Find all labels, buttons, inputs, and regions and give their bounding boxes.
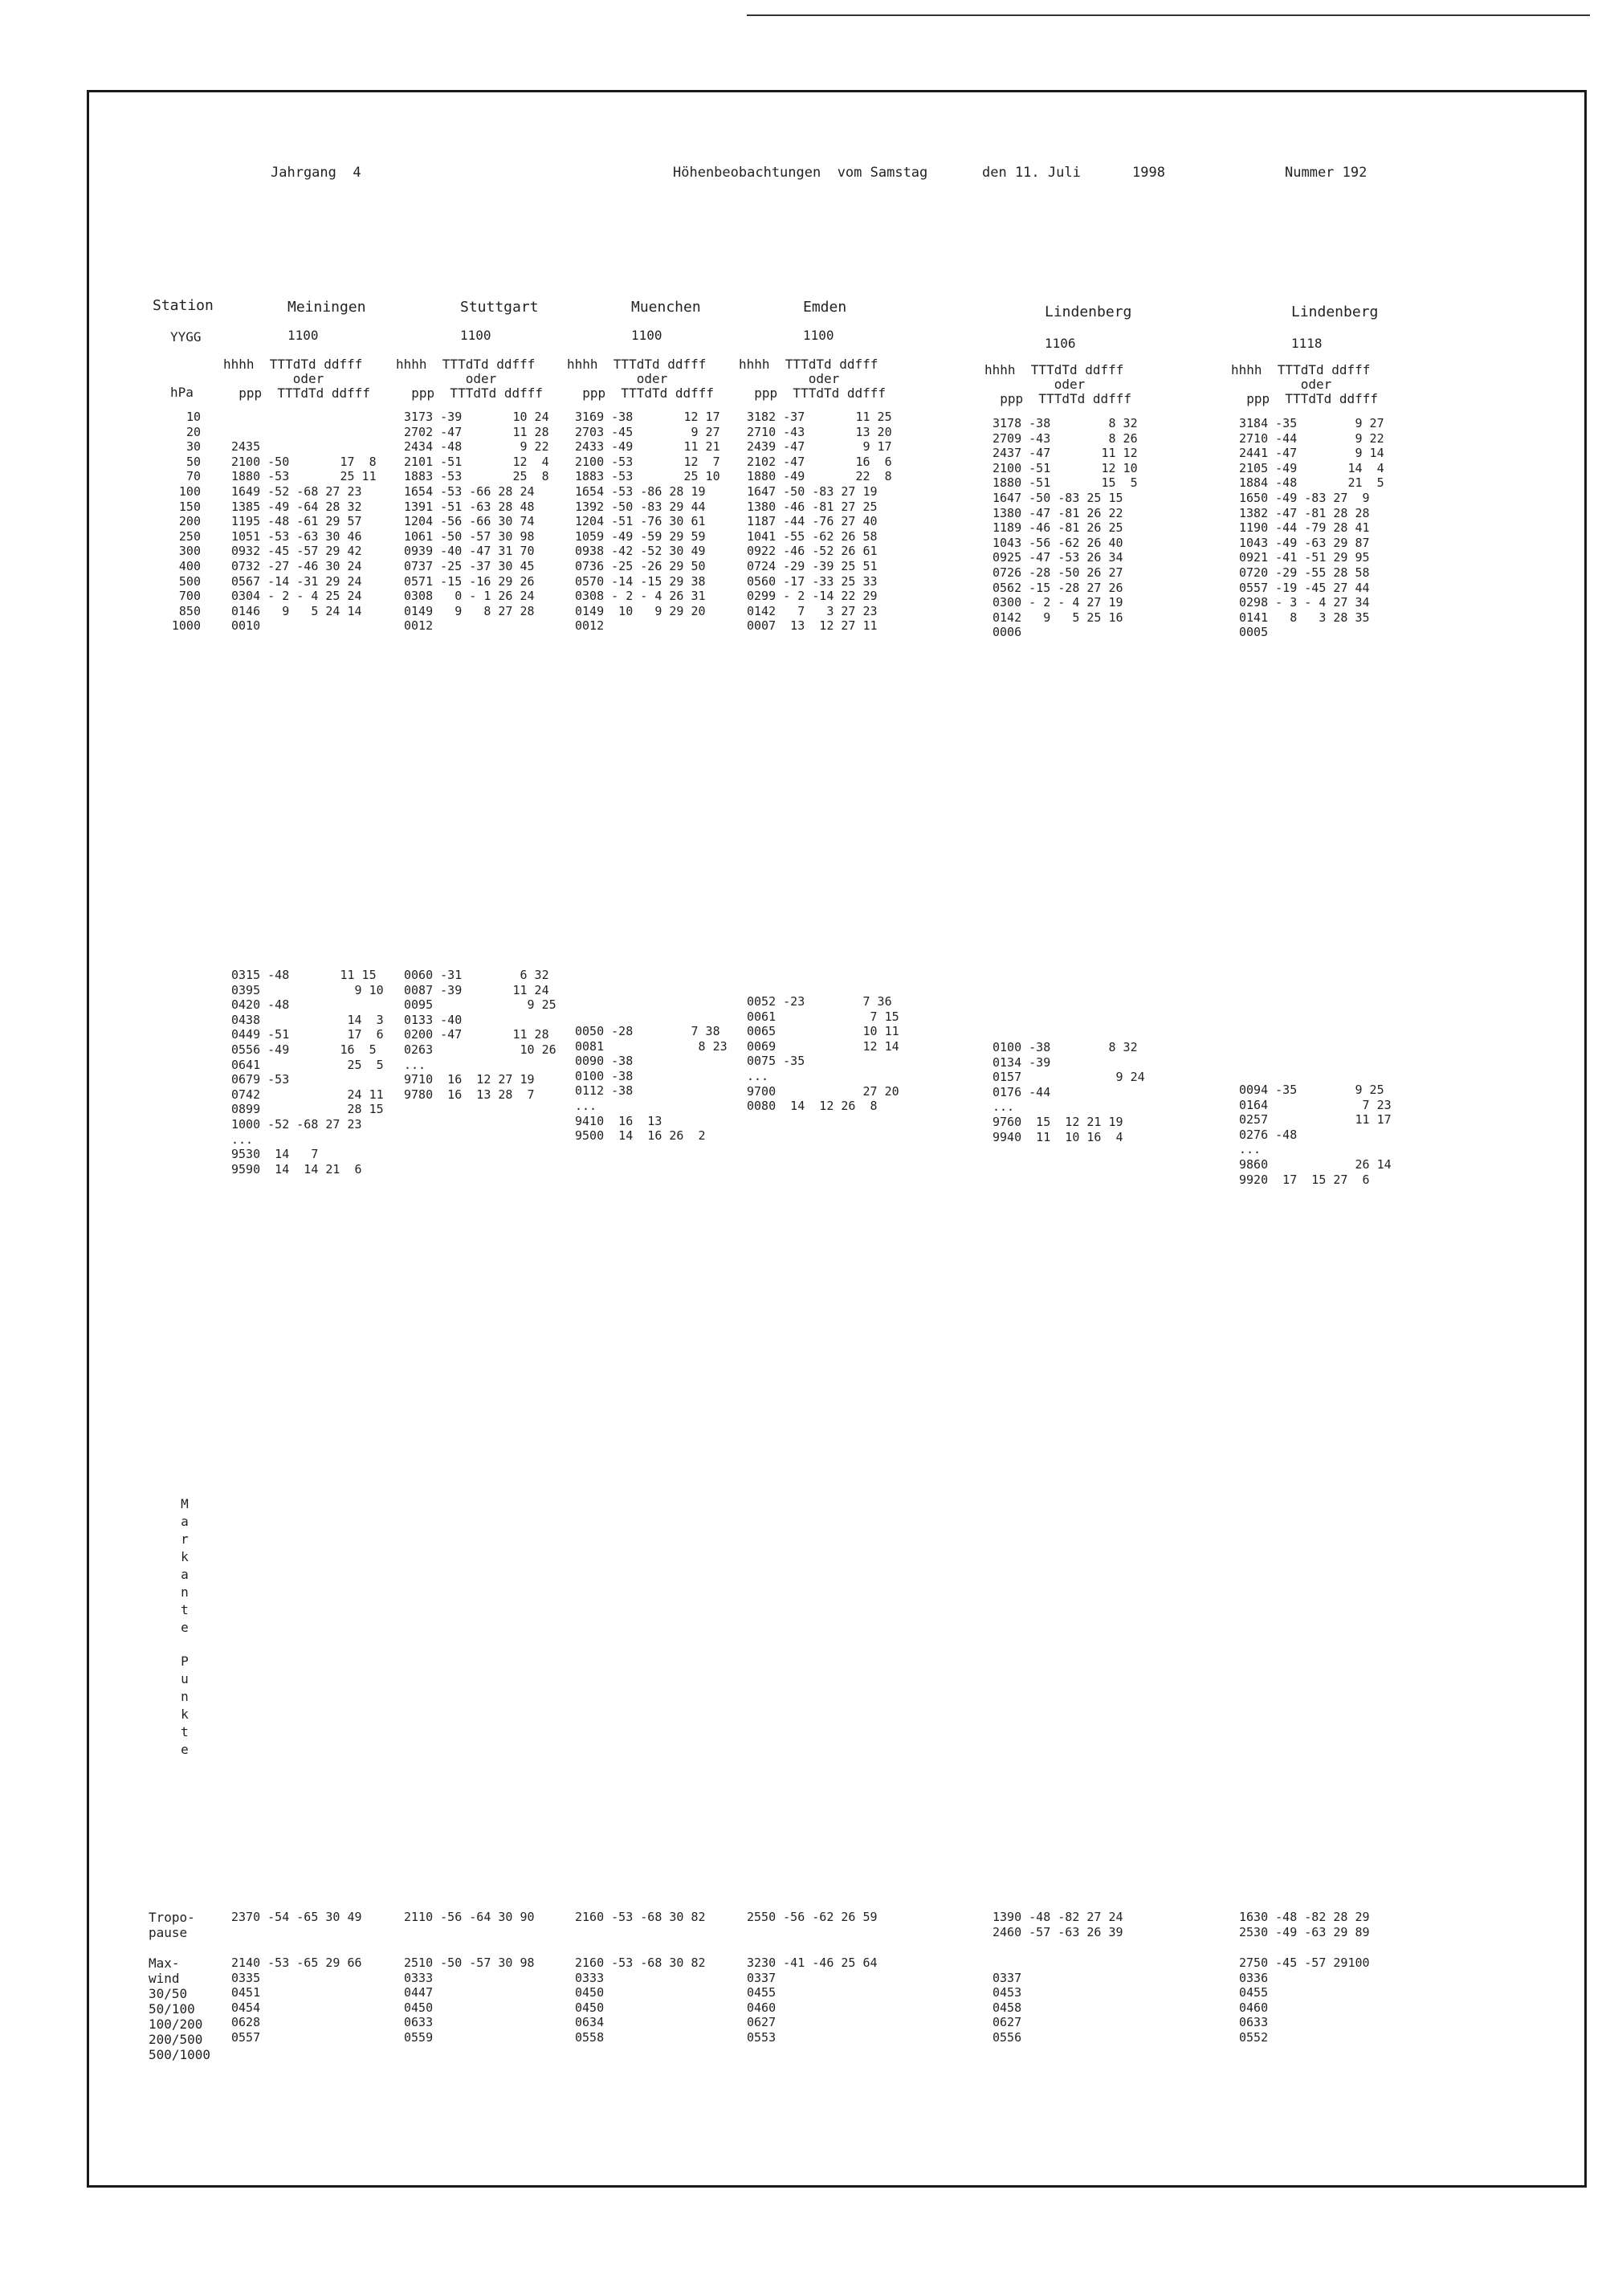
table-row [231,410,377,425]
pressure-level: 100 [178,483,201,499]
vertical-letter: n [181,1689,189,1704]
significant-levels [1239,1083,1392,1187]
table-row: 0453 [993,1985,1022,2000]
column-header-line: ppp TTTdTd ddfff [223,385,371,401]
table-row: 1880 -53 25 11 [231,469,377,484]
table-row: 2100 -53 12 7 [575,454,720,469]
table-row: 0142 9 5 25 16 [993,610,1123,625]
maxwind-values [404,1955,535,2045]
table-row: 0100 -38 [575,1068,634,1083]
table-row: 1385 -49 -64 28 32 [231,499,362,514]
table-row: 1043 -56 -62 26 40 [993,535,1123,550]
table-row: 2105 -49 14 4 [1239,460,1384,475]
table-row: 0095 9 25 [404,997,556,1013]
table-row: 0552 [1239,2029,1269,2045]
table-row: 0559 [404,2029,434,2045]
table-row: 1654 -53 -86 28 19 [575,483,706,499]
table-row: 0012 [575,618,605,634]
table-row: 9760 15 12 21 19 [993,1114,1123,1129]
table-row: 0333 [575,1970,605,1985]
station-name: Lindenberg [1045,304,1132,320]
significant-levels [747,994,899,1114]
table-row: 0052 -23 7 36 [747,994,892,1009]
table-row: 1654 -53 -66 28 24 [404,483,535,499]
punkte-label [177,1653,193,1759]
table-row: 0458 [993,2000,1022,2015]
table-row: 0065 10 11 [747,1024,899,1039]
table-row: 0641 25 5 [231,1057,384,1072]
maxwind-values [575,1955,706,2045]
table-row: 0141 8 3 28 35 [1239,610,1370,625]
table-row: ... [404,1057,426,1072]
table-row: 0720 -29 -55 28 58 [1239,565,1370,580]
significant-levels [404,968,556,1102]
table-row: 0304 - 2 - 4 25 24 [231,589,362,604]
station-yygg: 1118 [1291,336,1323,351]
table-row: 2101 -51 12 4 [404,454,549,469]
station-name: Emden [803,299,847,316]
table-row: 0557 -19 -45 27 44 [1239,580,1370,595]
vertical-letter: P [181,1654,189,1669]
pressure-level: 30 [185,439,201,455]
vertical-letter: M [181,1496,189,1511]
table-row: 0308 0 - 1 26 24 [404,589,535,604]
table-row: 0460 [747,2000,777,2015]
table-row: 9710 16 12 27 19 [404,1072,535,1087]
vertical-letter: r [181,1531,189,1547]
tropopause-value: 1630 -48 -82 28 29 2530 -49 -63 29 89 [1239,1910,1370,1939]
table-row: 0627 [993,2015,1022,2030]
table-row: 2434 -48 9 22 [404,439,549,455]
column-header-line: hhhh TTTdTd ddfff [984,362,1124,377]
table-row: ... [575,1098,597,1113]
table-row: 2702 -47 11 28 [404,424,549,439]
table-row: 0112 -38 [575,1083,634,1099]
table-row: 0558 [575,2029,605,2045]
tropopause-value: 2110 -56 -64 30 90 [404,1910,535,1924]
significant-levels [575,1024,728,1144]
column-header-line: hhhh TTTdTd ddfff [396,357,536,372]
pressure-levels [161,410,201,634]
document-title: Höhenbeobachtungen vom Samstag [673,165,928,181]
table-row: 0300 - 2 - 4 27 19 [993,595,1123,610]
pressure-level: 150 [178,499,201,514]
vertical-letter: t [181,1724,189,1739]
table-row: 0142 7 3 27 23 [747,603,878,618]
table-row: 3230 -41 -46 25 64 [747,1955,878,1970]
pressure-level: 400 [178,558,201,573]
table-row: 0006 [993,625,1022,640]
vertical-letter: k [181,1549,189,1564]
standard-levels [231,410,377,634]
table-row: 2140 -53 -65 29 66 [231,1955,362,1970]
station-yygg: 1100 [803,328,834,343]
table-row: 0932 -45 -57 29 42 [231,544,362,559]
vertical-letter: t [181,1602,189,1617]
table-row: 3184 -35 9 27 [1239,416,1384,430]
table-row: 0276 -48 [1239,1127,1298,1142]
table-row: 0200 -47 11 28 [404,1027,549,1042]
maxwind-label: Max- wind 30/50 50/100 100/200 200/500 500/1000 [149,1955,211,2062]
pressure-level: 10 [185,410,201,424]
column-header-line: oder [1231,377,1332,392]
yygg-label: YYGG [170,329,202,345]
table-row: 0012 [404,618,434,634]
pressure-level: 300 [178,544,201,559]
table-row: 2709 -43 8 26 [993,430,1138,446]
pressure-level: 700 [178,589,201,604]
table-row: 0553 [747,2029,777,2045]
column-header-line: hhhh TTTdTd ddfff [567,357,707,372]
table-row: 3173 -39 10 24 [404,410,549,424]
standard-levels [993,416,1138,640]
table-row: 2160 -53 -68 30 82 [575,1955,706,1970]
significant-levels [993,1040,1145,1144]
table-row: 0450 [404,2000,434,2015]
vertical-letter: e [181,1742,189,1757]
maxwind-values [747,1955,878,2045]
table-row: 0157 9 24 [993,1070,1145,1085]
column-header [1231,363,1378,406]
vertical-letter: k [181,1707,189,1722]
issue-number: Nummer 192 [1285,165,1368,181]
table-row: 0938 -42 -52 30 49 [575,544,706,559]
top-rule [747,14,1590,16]
table-row: 3169 -38 12 17 [575,410,720,424]
station-label: Station [153,297,214,314]
table-row: 2102 -47 16 6 [747,454,892,469]
date: den 11. Juli [982,165,1081,181]
standard-levels [575,410,720,634]
table-row: 1649 -52 -68 27 23 [231,483,362,499]
table-row: ... [1239,1142,1262,1157]
table-row: 0080 14 12 26 8 [747,1099,878,1114]
column-header [396,357,543,401]
table-row: 0737 -25 -37 30 45 [404,558,535,573]
table-row: 9500 14 16 26 2 [575,1128,706,1144]
table-row: 0087 -39 11 24 [404,982,549,997]
table-row: 0315 -48 11 15 [231,968,377,982]
table-row: 0298 - 3 - 4 27 34 [1239,595,1370,610]
table-row: 0724 -29 -39 25 51 [747,558,878,573]
column-header-line: oder [984,377,1086,392]
table-row: 0921 -41 -51 29 95 [1239,550,1370,565]
tropopause-value: 2550 -56 -62 26 59 [747,1910,878,1924]
hpa-label: hPa [170,385,194,400]
table-row: 0742 24 11 [231,1087,384,1102]
table-row: 1190 -44 -79 28 41 [1239,520,1370,536]
table-row: 1382 -47 -81 28 28 [1239,505,1370,520]
column-header-line: ppp TTTdTd ddfff [984,391,1132,406]
table-row: 0627 [747,2015,777,2030]
column-header-line: hhhh TTTdTd ddfff [223,357,363,372]
column-header [984,363,1131,406]
table-row: 0100 -38 8 32 [993,1040,1138,1054]
table-row: 0449 -51 17 6 [231,1027,384,1042]
maxwind-values [231,1955,362,2045]
table-row: 9590 14 14 21 6 [231,1161,362,1177]
maxwind-values [1239,1955,1370,2045]
table-row: 0094 -35 9 25 [1239,1083,1384,1097]
table-row: 9530 14 7 [231,1147,319,1162]
vertical-letter: u [181,1671,189,1686]
table-row: 1880 -49 22 8 [747,469,892,484]
table-row: 9920 17 15 27 6 [1239,1172,1370,1187]
table-row: 0454 [231,2000,261,2015]
table-row: 0633 [1239,2015,1269,2030]
table-row: 0447 [404,1985,434,2000]
table-row: 0146 9 5 24 14 [231,603,362,618]
table-row: 2441 -47 9 14 [1239,446,1384,461]
table-row: 0732 -27 -46 30 24 [231,558,362,573]
table-row: 0081 8 23 [575,1038,728,1054]
table-row: 3178 -38 8 32 [993,416,1138,430]
table-row: 0395 9 10 [231,982,384,997]
table-row: 2703 -45 9 27 [575,424,720,439]
pressure-level: 850 [178,603,201,618]
table-row: 1195 -48 -61 29 57 [231,514,362,529]
table-row: 1051 -53 -63 30 46 [231,528,362,544]
year: 1998 [1132,165,1165,181]
station-yygg: 1100 [631,328,662,343]
table-row: 2100 -50 17 8 [231,454,377,469]
table-row: 2710 -43 13 20 [747,424,892,439]
table-row: 2710 -44 9 22 [1239,430,1384,446]
table-row: 0149 9 8 27 28 [404,603,535,618]
table-row: 9860 26 14 [1239,1156,1392,1172]
tropopause-value: 2160 -53 -68 30 82 [575,1910,706,1924]
pressure-level: 500 [178,573,201,589]
column-header-line: ppp TTTdTd ddfff [396,385,544,401]
table-row: 9700 27 20 [747,1083,899,1099]
standard-levels [747,410,892,634]
table-row: 2437 -47 11 12 [993,446,1138,461]
table-row: 9410 16 13 [575,1113,662,1128]
pressure-level: 50 [185,454,201,469]
table-row: 0450 [575,2000,605,2015]
tropopause-label: Tropo- pause [149,1910,195,1940]
table-row: 0075 -35 [747,1054,805,1069]
table-row: 2750 -45 -57 29100 [1239,1955,1370,1970]
table-row: 0679 -53 [231,1072,290,1087]
station-name: Muenchen [631,299,701,316]
pressure-level: 20 [185,424,201,439]
jahrgang: Jahrgang 4 [271,165,361,181]
table-row: ... [747,1068,769,1083]
station-name: Stuttgart [460,299,539,316]
table-row: 0176 -44 [993,1084,1051,1099]
table-row: 0061 7 15 [747,1009,899,1024]
table-row: 1380 -47 -81 26 22 [993,505,1123,520]
table-row: 1883 -53 25 10 [575,469,720,484]
tropopause-value: 1390 -48 -82 27 24 2460 -57 -63 26 39 [993,1910,1123,1939]
table-row: 0451 [231,1985,261,2000]
tropopause-value: 2370 -54 -65 30 49 [231,1910,362,1924]
station-name: Meiningen [287,299,366,316]
table-row: 0726 -28 -50 26 27 [993,565,1123,580]
table-row: 0090 -38 [575,1054,634,1069]
table-row: 0133 -40 [404,1012,463,1027]
table-row: 1650 -49 -83 27 9 [1239,490,1370,505]
table-row: 0634 [575,2015,605,2030]
table-row: 0420 -48 [231,997,290,1013]
pressure-level: 200 [178,514,201,529]
table-row: 0005 [1239,625,1269,640]
table-row: 0557 [231,2029,261,2045]
table-row: 9940 11 10 16 4 [993,1129,1123,1144]
station-name: Lindenberg [1291,304,1379,320]
table-row: 0333 [404,1970,434,1985]
table-row: 0460 [1239,2000,1269,2015]
pressure-level: 1000 [171,618,201,634]
table-row: 1392 -50 -83 29 44 [575,499,706,514]
table-row: 0899 28 15 [231,1102,384,1117]
vertical-letter: a [181,1514,189,1529]
standard-levels [404,410,549,634]
table-row: 0570 -14 -15 29 38 [575,573,706,589]
table-row: 0455 [747,1985,777,2000]
significant-levels [231,968,384,1177]
standard-levels [1239,416,1384,640]
column-header-line: hhhh TTTdTd ddfff [1231,362,1371,377]
table-row: 1043 -49 -63 29 87 [1239,535,1370,550]
vertical-letter: e [181,1620,189,1635]
table-row: 0450 [575,1985,605,2000]
table-row: 0628 [231,2015,261,2030]
table-row: 2439 -47 9 17 [747,439,892,455]
table-row: 0060 -31 6 32 [404,968,549,982]
column-header-line: ppp TTTdTd ddfff [1231,391,1379,406]
table-row: ... [231,1132,254,1147]
column-header-line: oder [739,371,840,386]
table-row [993,1955,1021,1971]
station-yygg: 1100 [460,328,491,343]
table-row: 9780 16 13 28 7 [404,1087,535,1102]
table-row: 0567 -14 -31 29 24 [231,573,362,589]
table-row: 2510 -50 -57 30 98 [404,1955,535,1970]
column-header-line: hhhh TTTdTd ddfff [739,357,878,372]
table-row: 2100 -51 12 10 [993,460,1138,475]
table-row: 1041 -55 -62 26 58 [747,528,878,544]
table-row: 0560 -17 -33 25 33 [747,573,878,589]
column-header-line: oder [567,371,668,386]
table-row: 0939 -40 -47 31 70 [404,544,535,559]
table-row: 0336 [1239,1970,1269,1985]
table-row: 2435 [231,439,261,455]
table-row: 1391 -51 -63 28 48 [404,499,535,514]
table-row: 1204 -51 -76 30 61 [575,514,706,529]
table-row: 0050 -28 7 38 [575,1024,720,1038]
table-row: 0562 -15 -28 27 26 [993,580,1123,595]
table-row: 3182 -37 11 25 [747,410,892,424]
table-row: 1883 -53 25 8 [404,469,549,484]
markante-label [177,1495,193,1637]
vertical-letter: a [181,1567,189,1582]
table-row: 0556 -49 16 5 [231,1042,377,1057]
table-row: 2433 -49 11 21 [575,439,720,455]
table-row: 0134 -39 [993,1054,1051,1070]
table-row: 0335 [231,1970,261,1985]
table-row: 0299 - 2 -14 22 29 [747,589,878,604]
table-row: 0633 [404,2015,434,2030]
table-row: 0438 14 3 [231,1012,384,1027]
pressure-level: 70 [185,469,201,484]
column-header [223,357,370,401]
table-row: 0922 -46 -52 26 61 [747,544,878,559]
table-row: 1647 -50 -83 27 19 [747,483,878,499]
column-header-line: oder [223,371,324,386]
table-row: 1187 -44 -76 27 40 [747,514,878,529]
table-row: 1059 -49 -59 29 59 [575,528,706,544]
station-yygg: 1100 [287,328,319,343]
table-row: 0308 - 2 - 4 26 31 [575,589,706,604]
vertical-letter: n [181,1584,189,1600]
column-header [739,357,886,401]
table-row: 0455 [1239,1985,1269,2000]
table-row: 0010 [231,618,261,634]
table-row: 1884 -48 21 5 [1239,475,1384,491]
table-row [231,425,377,440]
column-header-line: oder [396,371,497,386]
column-header-line: ppp TTTdTd ddfff [567,385,715,401]
table-row: 1189 -46 -81 26 25 [993,520,1123,536]
table-row: 0069 12 14 [747,1038,899,1054]
table-row: 1000 -52 -68 27 23 [231,1116,362,1132]
table-row: 0149 10 9 29 20 [575,603,706,618]
pressure-level: 250 [178,528,201,544]
table-row: 1204 -56 -66 30 74 [404,514,535,529]
table-row: ... [993,1099,1015,1115]
table-row: 1647 -50 -83 25 15 [993,490,1123,505]
table-row: 0571 -15 -16 29 26 [404,573,535,589]
table-row: 1880 -51 15 5 [993,475,1138,491]
table-row: 0263 10 26 [404,1042,556,1057]
table-row: 0925 -47 -53 26 34 [993,550,1123,565]
table-row: 0337 [993,1970,1022,1985]
table-row: 0257 11 17 [1239,1112,1392,1128]
maxwind-values [993,1955,1021,2045]
column-header-line: ppp TTTdTd ddfff [739,385,887,401]
table-row: 0556 [993,2029,1022,2045]
column-header [567,357,714,401]
table-row: 0736 -25 -26 29 50 [575,558,706,573]
table-row: 0164 7 23 [1239,1097,1392,1112]
table-row: 0337 [747,1970,777,1985]
table-row: 1061 -50 -57 30 98 [404,528,535,544]
station-yygg: 1106 [1045,336,1076,351]
table-row: 0007 13 12 27 11 [747,618,878,634]
table-row: 1380 -46 -81 27 25 [747,499,878,514]
